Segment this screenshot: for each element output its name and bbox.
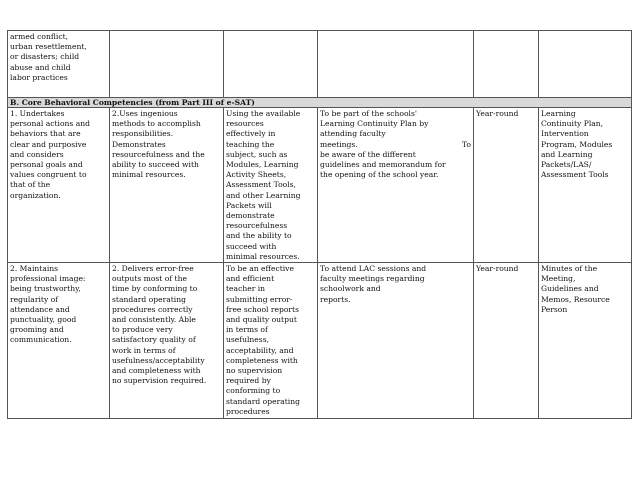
empty-cell xyxy=(110,31,224,98)
table-row xyxy=(8,31,632,98)
indicator-cell: 2. Delivers error-free outputs most of the time by conforming to standard operating procedures correctly and consistently. Able to produce very satisfactory quality of work in terms of usefulness/acceptability and completeness with no supervision required. xyxy=(110,263,224,419)
table-row xyxy=(8,263,632,419)
competency-cell: armed conflict, urban resettlement, or disasters; child abuse and child labor practices xyxy=(8,31,110,98)
intervention-justified-line: meetings. To xyxy=(320,139,471,149)
empty-cell xyxy=(539,31,632,98)
section-header: B. Core Behavioral Competencies (from Part III of e-SAT) xyxy=(8,98,632,108)
resources-cell: Minutes of the Meeting, Guidelines and Memos, Resource Person xyxy=(539,263,632,419)
table-row xyxy=(8,108,632,263)
objective-cell: To be an effective and efficient teacher in submitting error- free school reports and quality output in terms of usefulness, acceptability, and completeness with no supervision required by conforming to standard operating procedures xyxy=(224,263,318,419)
empty-cell xyxy=(318,31,474,98)
intervention-cell: To be part of the schools' Learning Continuity Plan by attending faculty meetings. To be aware of the different guidelines and memorandum for the opening of the school year. xyxy=(318,108,474,263)
intervention-cell: To attend LAC sessions and faculty meetings regarding schoolwork and reports. xyxy=(318,263,474,419)
indicator-cell: 2.Uses ingenious methods to accomplish responsibilities. Demonstrates resourcefulness and the ability to succeed with minimal resources. xyxy=(110,108,224,263)
competency-cell: 1. Undertakes personal actions and behaviors that are clear and purposive and considers personal goals and values congruent to that of the organization. xyxy=(8,108,110,263)
competency-cell: 2. Maintains professional image: being trustworthy, regularity of attendance and punctuality, good grooming and communication. xyxy=(8,263,110,419)
empty-cell xyxy=(224,31,318,98)
development-plan-table xyxy=(7,30,632,419)
timeline-cell: Year-round xyxy=(474,263,539,419)
empty-cell xyxy=(474,31,539,98)
resources-cell: Learning Continuity Plan, Intervention Program, Modules and Learning Packets/LAS/ Assessment Tools xyxy=(539,108,632,263)
timeline-cell: Year-round xyxy=(474,108,539,263)
section-header-row xyxy=(8,98,632,108)
objective-cell: Using the available resources effectively in teaching the subject, such as Modules, Learning Activity Sheets, Assessment Tools, and other Learning Packets will demonstrate resourcefulness and the ability to succeed with minimal resources. xyxy=(224,108,318,263)
